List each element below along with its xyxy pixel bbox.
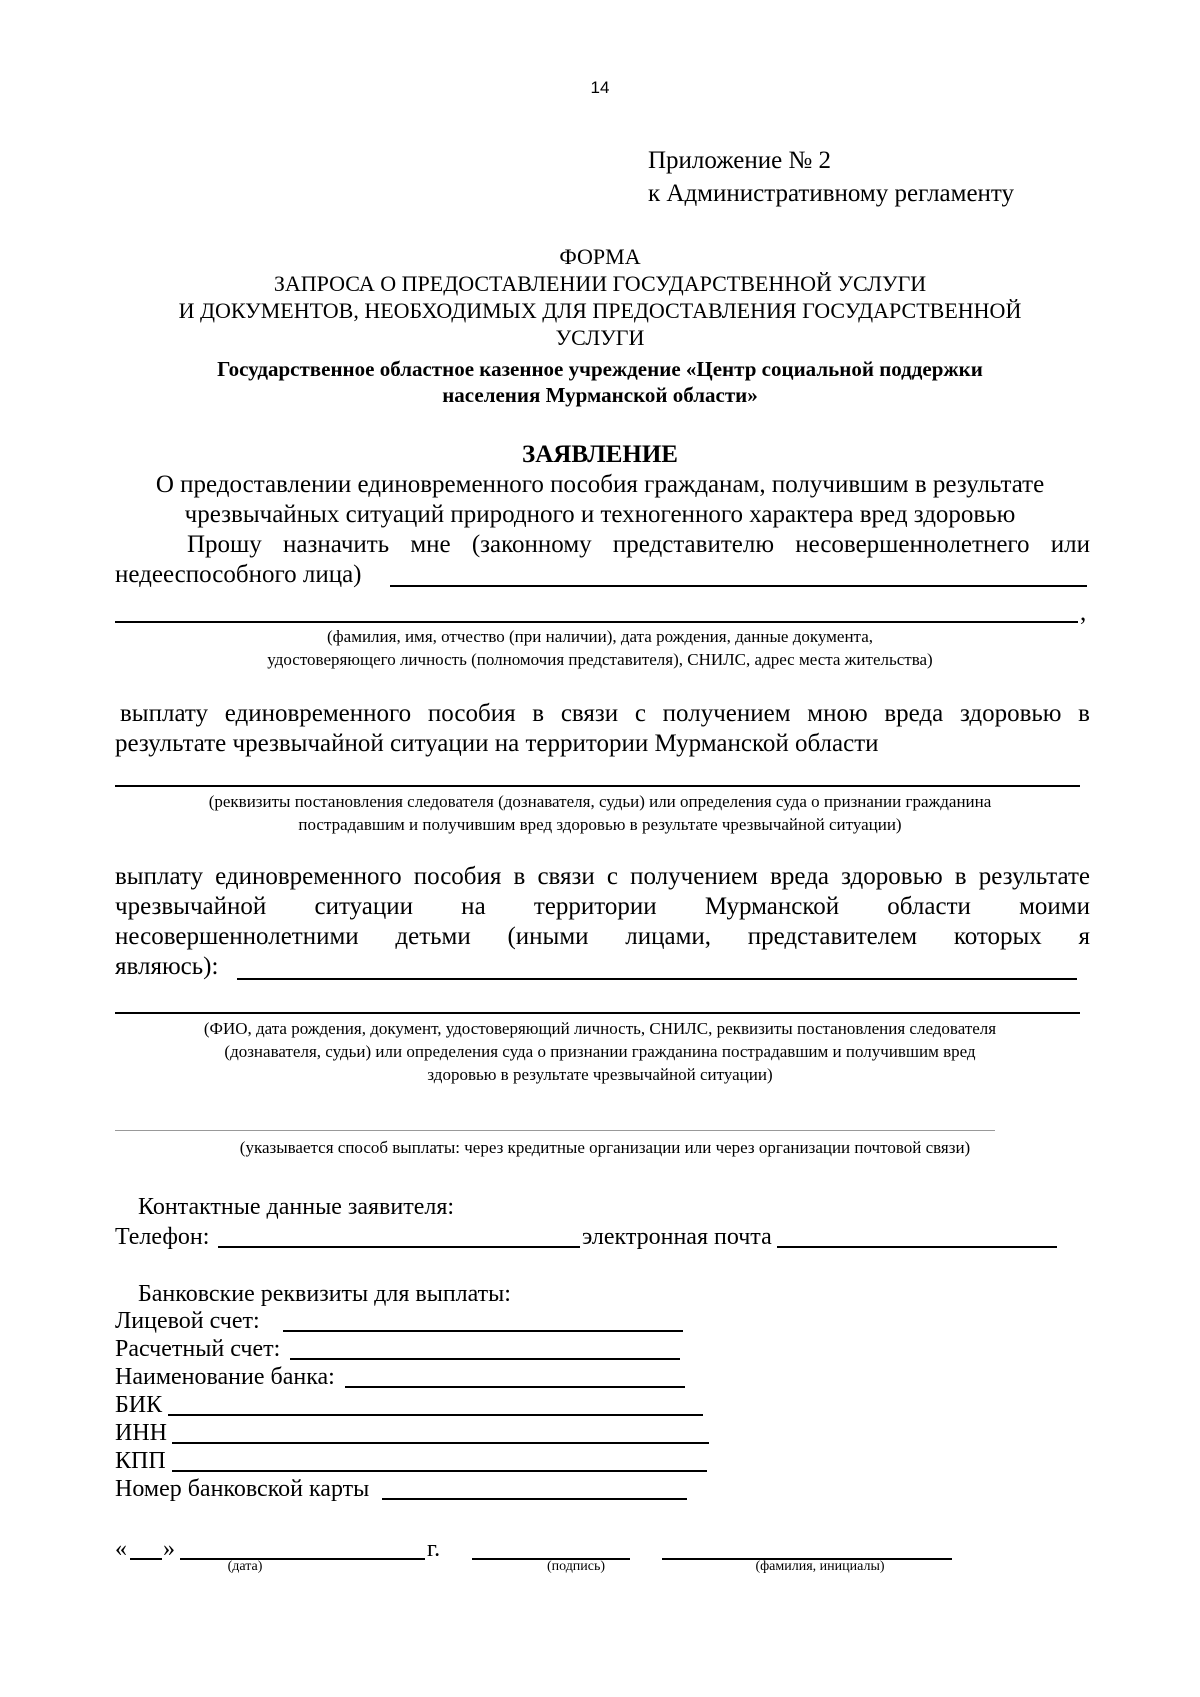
- page-number: 14: [590, 78, 610, 97]
- applicant-caption-2: удостоверяющего личность (полномочия представителя), СНИЛС, адрес места жительства): [267, 650, 933, 669]
- payment-children-caption-3: здоровью в результате чрезвычайной ситуации): [427, 1065, 773, 1084]
- payment-self-field-line[interactable]: [115, 785, 1080, 787]
- personal-account-field[interactable]: [283, 1330, 683, 1332]
- contacts-heading: Контактные данные заявителя:: [138, 1194, 455, 1220]
- payment-children-field-line-2[interactable]: [115, 1012, 1080, 1014]
- form-heading-line-1: ФОРМА: [559, 244, 641, 269]
- payment-method-field-line[interactable]: [115, 1130, 995, 1131]
- institution-line-2: населения Мурманской области»: [442, 383, 758, 407]
- year-suffix: г.: [427, 1536, 441, 1562]
- institution-line-1: Государственное областное казенное учреждение «Центр социальной поддержки: [217, 357, 983, 381]
- card-number-field[interactable]: [382, 1498, 687, 1500]
- appendix-note: [648, 144, 1014, 210]
- payment-children-field-line-1[interactable]: [237, 978, 1077, 980]
- date-caption: (дата): [227, 1559, 263, 1574]
- form-heading-line-3: И ДОКУМЕНТОВ, НЕОБХОДИМЫХ ДЛЯ ПРЕДОСТАВЛЕНИЯ ГОСУДАРСТВЕННОЙ: [178, 298, 1022, 323]
- applicant-field-line-1[interactable]: [390, 585, 1087, 587]
- kpp-label: КПП: [115, 1448, 166, 1474]
- settlement-account-label: Расчетный счет:: [115, 1336, 281, 1362]
- payment-children-line-2: чрезвычайной ситуации на территории Мурманской области моими: [115, 893, 1090, 920]
- payment-self-caption-2: пострадавшим и получившим вред здоровью в результате чрезвычайной ситуации): [298, 815, 902, 834]
- date-day-field[interactable]: [130, 1558, 162, 1560]
- applicant-caption-1: (фамилия, имя, отчество (при наличии), дата рождения, данные документа,: [326, 627, 873, 646]
- bank-heading: Банковские реквизиты для выплаты:: [138, 1281, 511, 1307]
- request-line-2: недееспособного лица): [115, 561, 362, 588]
- form-heading: [100, 243, 1100, 351]
- email-label: электронная почта: [582, 1224, 772, 1250]
- form-heading-line-2: ЗАПРОСА О ПРЕДОСТАВЛЕНИИ ГОСУДАРСТВЕННОЙ УСЛУГИ: [273, 271, 927, 296]
- payment-method-caption: (указывается способ выплаты: через кредитные организации или через организации почтовой связи): [239, 1138, 971, 1157]
- card-number-label: Номер банковской карты: [115, 1476, 370, 1502]
- statement-block: [100, 440, 1100, 530]
- applicant-field-line-2[interactable]: [115, 621, 1078, 623]
- bank-name-label: Наименование банка:: [115, 1364, 335, 1390]
- statement-subtitle-1: О предоставлении единовременного пособия гражданам, получившим в результате: [155, 471, 1045, 498]
- phone-label: Телефон:: [115, 1224, 210, 1250]
- payment-self-caption-1: (реквизиты постановления следователя (дознавателя, судьи) или определения суда о признании гражданина: [208, 792, 992, 811]
- date-quote-close: »: [163, 1536, 175, 1562]
- phone-field[interactable]: [218, 1246, 580, 1248]
- request-comma: ,: [1080, 599, 1087, 626]
- appendix-line-2: к Административному регламенту: [648, 180, 1015, 207]
- personal-account-label: Лицевой счет:: [115, 1308, 260, 1334]
- statement-title: ЗАЯВЛЕНИЕ: [522, 441, 678, 468]
- kpp-field[interactable]: [172, 1470, 707, 1472]
- statement-subtitle-2: чрезвычайных ситуаций природного и техногенного характера вред здоровью: [184, 501, 1016, 528]
- payment-children-caption: [100, 1017, 1100, 1086]
- appendix-line-1: Приложение № 2: [648, 147, 832, 174]
- bank-name-field[interactable]: [345, 1386, 685, 1388]
- signature-caption: (подпись): [546, 1559, 606, 1574]
- settlement-account-field[interactable]: [290, 1358, 680, 1360]
- payment-children-caption-2: (дознавателя, судьи) или определения суда о признании гражданина пострадавшим и получившим вред: [224, 1042, 976, 1061]
- inn-field[interactable]: [172, 1442, 709, 1444]
- name-caption: (фамилия, инициалы): [755, 1559, 885, 1574]
- payment-self-line-1: выплату единовременного пособия в связи с получением мною вреда здоровью в: [120, 700, 1090, 727]
- date-quote-open: «: [115, 1536, 127, 1562]
- payment-children-caption-1: (ФИО, дата рождения, документ, удостоверяющий личность, СНИЛС, реквизиты постановления следователя: [203, 1019, 997, 1038]
- request-line-1: Прошу назначить мне (законному представителю несовершеннолетнего или: [187, 531, 1090, 558]
- inn-label: ИНН: [115, 1420, 167, 1446]
- form-heading-line-4: УСЛУГИ: [555, 325, 645, 350]
- payment-children-line-3: несовершеннолетними детьми (иными лицами, представителем которых я: [115, 923, 1090, 950]
- payment-children-line-1: выплату единовременного пособия в связи с получением вреда здоровью в результате: [115, 863, 1090, 890]
- payment-self-caption: [100, 790, 1100, 836]
- email-field[interactable]: [777, 1246, 1057, 1248]
- applicant-caption: [100, 625, 1100, 671]
- bik-field[interactable]: [168, 1414, 703, 1416]
- payment-self-line-2: результате чрезвычайной ситуации на территории Мурманской области: [115, 730, 879, 757]
- institution-name: [100, 356, 1100, 408]
- bik-label: БИК: [115, 1392, 163, 1418]
- payment-children-line-4: являюсь):: [115, 953, 219, 980]
